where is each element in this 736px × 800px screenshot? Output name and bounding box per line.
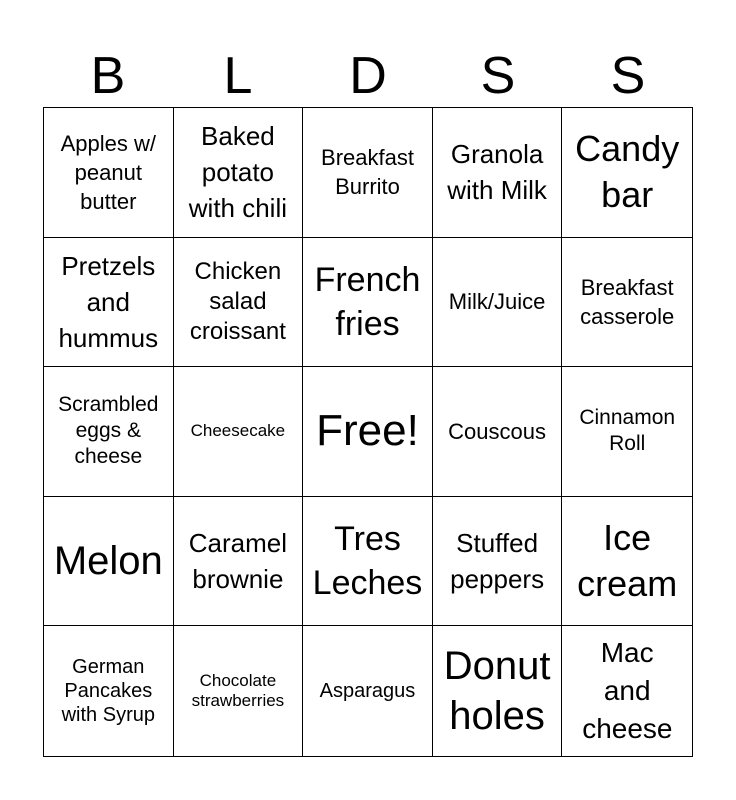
cell-text: Ice cream [577,517,678,605]
bingo-cell[interactable] [562,497,692,627]
bingo-cell[interactable] [174,108,304,238]
bingo-cell[interactable] [44,626,174,756]
bingo-cell[interactable] [562,367,692,497]
bingo-cell[interactable] [303,108,433,238]
cell-text: Milk/Juice [448,289,546,315]
bingo-cell[interactable] [303,238,433,368]
bingo-cell[interactable] [44,367,174,497]
bingo-cell[interactable] [562,626,692,756]
bingo-cell[interactable] [433,238,563,368]
cell-text: Donut holes [443,644,551,739]
bingo-cell[interactable] [433,367,563,497]
cell-text: German Pancakes with Syrup [61,656,155,727]
bingo-cell[interactable] [44,108,174,238]
cell-text: Tres Leches [312,520,423,603]
bingo-cell[interactable] [174,238,304,368]
cell-text: Chocolate strawberries [191,671,285,711]
bingo-cell[interactable] [303,626,433,756]
cell-text: Melon [53,539,163,584]
bingo-cell[interactable] [433,626,563,756]
bingo-cell[interactable] [562,108,692,238]
cell-text: Breakfast Burrito [321,145,414,200]
cell-text: Breakfast casserole [580,274,675,329]
bingo-cell[interactable] [433,497,563,627]
bingo-cell[interactable] [174,367,304,497]
cell-text: Cinnamon Roll [579,406,676,456]
cell-text: Baked potato with chili [188,121,288,224]
cell-text: Pretzels and hummus [58,250,159,353]
cell-text: Granola with Milk [447,139,547,206]
cell-text: Caramel brownie [188,528,288,595]
bingo-cell[interactable] [433,108,563,238]
cell-text: Couscous [448,418,547,444]
bingo-grid [43,107,693,757]
header-letter-s2: S [610,47,646,105]
cell-text: Chicken salad croissant [189,257,286,345]
bingo-cell[interactable] [44,497,174,627]
header-letter-b: B [90,47,126,105]
cell-text: Candy bar [575,128,680,216]
cell-text: French fries [314,260,421,343]
bingo-cell[interactable] [562,238,692,368]
header-letter-s1: S [480,47,516,105]
bingo-cell[interactable] [303,497,433,627]
cell-text: Scrambled eggs & cheese [58,393,159,469]
bingo-cell[interactable] [174,626,304,756]
cell-text: Apples w/ peanut butter [60,130,156,214]
header-letter-l: L [223,47,253,105]
cell-text: Free! [316,406,419,456]
cell-text: Cheesecake [190,421,286,441]
cell-text: Stuffed peppers [450,528,545,595]
cell-text: Mac and cheese [582,637,673,745]
bingo-cell[interactable] [303,367,433,497]
cell-text: Asparagus [319,680,416,703]
bingo-cell[interactable] [174,497,304,627]
bingo-header [43,46,693,106]
header-letter-d: D [349,47,387,105]
bingo-cell[interactable] [44,238,174,368]
